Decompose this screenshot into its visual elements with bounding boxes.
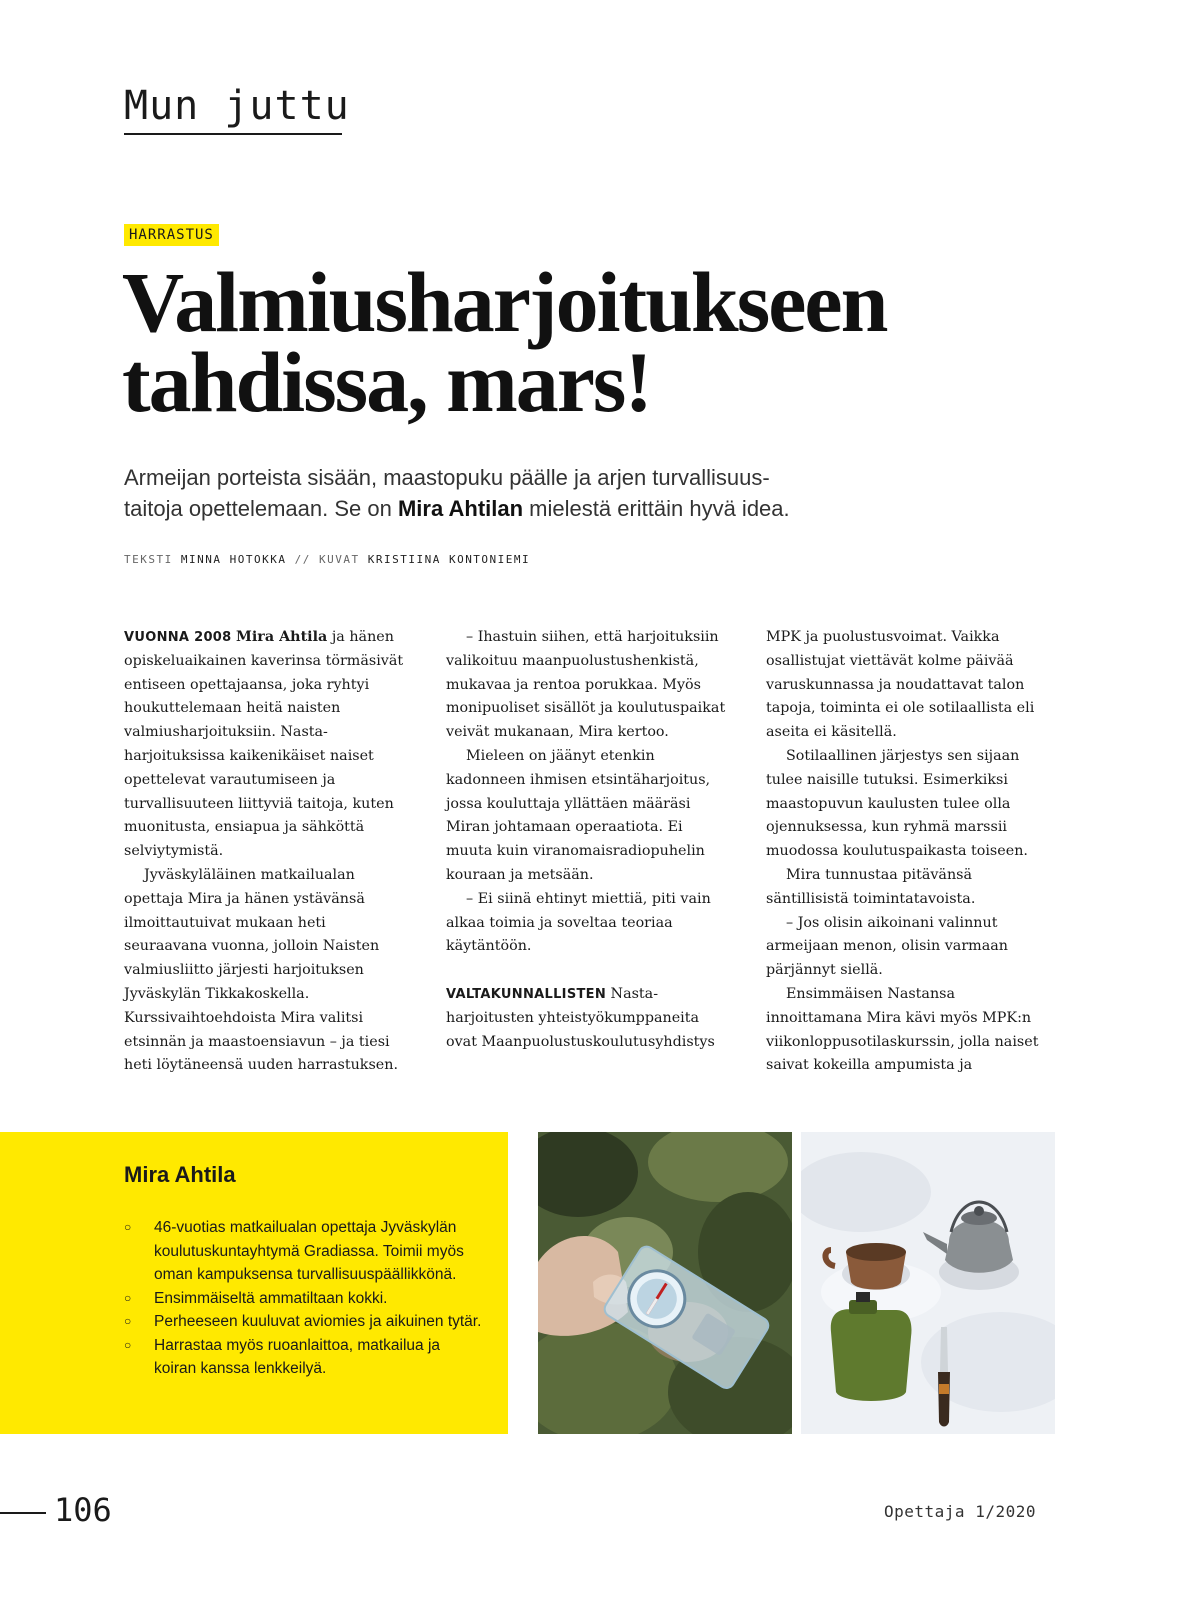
paragraph-8: Sotilaallinen järjestys sen sijaan tulee naisille tutuksi. Esimerkiksi maastopuvun kaulusten tulee olla ojennuksessa, kun ryhmä marssii muodossa koulutuspaikasta toiseen. (766, 747, 1028, 860)
paragraph-1-name: Mira Ahtila (236, 629, 328, 645)
paragraph-11: Ensimmäisen Nastansa innoittamana Mira kävi myös MPK:n viikonloppusotilaskurssin, jolla naiset saivat kokeilla ampumista ja (766, 985, 1039, 1074)
lede (124, 462, 884, 524)
fact-item: ○ Ensimmäiseltä ammatiltaan kokki. (124, 1287, 484, 1311)
category-tag: HARRASTUS (124, 224, 219, 246)
paragraph-6 (446, 983, 731, 1054)
fact-box-title: Mira Ahtila (124, 1162, 236, 1187)
body-column-1 (124, 626, 409, 1078)
byline-photo-label: KUVAT (318, 553, 360, 566)
paragraph-1 (124, 626, 409, 864)
byline-photographer: KRISTIINA KONTONIEMI (367, 553, 531, 566)
photo-compass-in-hand (538, 1132, 792, 1434)
lede-part-1: Armeijan porteista sisään, maastopuku päälle ja arjen turvallisuus- (124, 465, 770, 490)
section-underline (124, 133, 342, 135)
paragraph-9: Mira tunnustaa pitävänsä säntillisistä toimintatavoista. (766, 866, 976, 907)
body-column-3 (766, 626, 1051, 1078)
lede-part-2: taitoja opettelemaan. Se on (124, 496, 398, 521)
fact-box-list (124, 1216, 484, 1381)
section-label: Mun juttu (124, 83, 350, 129)
byline (124, 553, 530, 566)
paragraph-3: – Ihastuin siihen, että harjoituksiin valikoituu maanpuolustushenkistä, mukavaa ja rentoa porukkaa. Myös monipuoliset sisällöt ja koulutuspaikat veivät mukanaan, Mira kertoo. (446, 629, 726, 741)
fact-item: ○ Perheeseen kuuluvat aviomies ja aikuinen tytär. (124, 1310, 484, 1334)
paragraph-7: MPK ja puolustusvoimat. Vaikka osallistujat viettävät kolme päivää varuskunnassa ja noudattavat talon tapoja, toiminta ei ole sotilaallista eli aseita ei käsitellä. (766, 629, 1035, 741)
headline-line-1: Valmiusharjoitukseen (122, 254, 887, 350)
headline (122, 254, 1082, 430)
paragraph-6-text: Nasta-harjoitusten yhteistyökumppaneita ovat Maanpuolustuskoulutusyhdistys (446, 986, 715, 1050)
folio-rule (0, 1512, 46, 1514)
body-column-2 (446, 626, 731, 1055)
paragraph-2: Jyväskyläläinen matkailualan opettaja Mira ja hänen ystävänsä ilmoittautuivat mukaan heti seuraavana vuonna, jolloin Naisten valmiusliitto järjesti harjoituksen Jyväskylän Tikkakoskella. Kurssivaihtoehdoista Mira valitsi etsinnän ja maastoensiavun – ja tiesi heti löytäneensä uuden harrastuksen. (124, 866, 399, 1074)
lede-part-3: mielestä erittäin hyvä idea. (523, 496, 790, 521)
paragraph-1-lead: VUONNA 2008 (124, 630, 232, 645)
fact-box (0, 1132, 508, 1434)
fact-item: ○ Harrastaa myös ruoanlaittoa, matkailua ja koiran kanssa lenkkeilyä. (124, 1334, 484, 1381)
byline-writer: MINNA HOTOKKA (180, 553, 287, 566)
fact-item: ○ 46-vuotias matkailualan opettaja Jyväskylän koulutuskuntayhtymä Gradiassa. Toimii myös oman kampuksensa turvallisuuspäällikkönä. (124, 1216, 484, 1287)
page-number: 106 (54, 1491, 112, 1529)
paragraph-10: – Jos olisin aikoinani valinnut armeijaan menon, olisin varmaan pärjännyt siellä. (766, 914, 1008, 979)
photo-camping-gear-in-snow (801, 1132, 1055, 1434)
paragraph-1-text: ja hänen opiskeluaikainen kaverinsa törmäsivät entiseen opettajaansa, joka ryhtyi houkuttelemaan heitä naisten valmiusharjoituksiin. Nasta-harjoituksissa kaikenikäiset naiset opettelevat varautumiseen ja turvallisuuteen liittyviä taitoja, kuten muonitusta, ensiapua ja sähköttä selviytymistä. (124, 629, 404, 860)
paragraph-4: Mieleen on jäänyt etenkin kadonneen ihmisen etsintäharjoitus, jossa kouluttaja yllättäen määräsi Miran johtamaan operaatiota. Ei muuta kuin viranomaisradiopuhelin kouraan ja metsään. (446, 747, 711, 883)
lede-name: Mira Ahtilan (397, 496, 524, 521)
byline-separator: // (294, 553, 311, 566)
byline-text-label: TEKSTI (124, 553, 173, 566)
paragraph-6-lead: VALTAKUNNALLISTEN (446, 987, 607, 1003)
issue-label: Opettaja 1/2020 (884, 1502, 1036, 1521)
headline-line-2: tahdissa, mars! (122, 334, 652, 430)
paragraph-5: – Ei siinä ehtinyt miettiä, piti vain alkaa toimia ja soveltaa teoriaa käytäntöön. (446, 890, 711, 955)
